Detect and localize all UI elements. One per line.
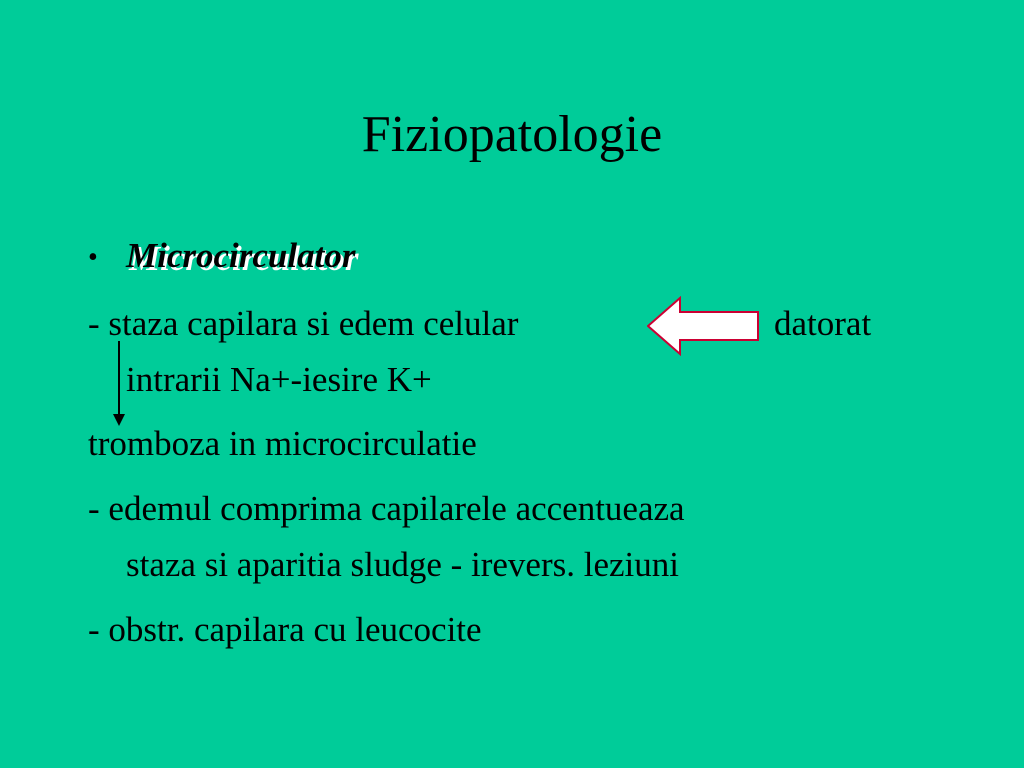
text-line-edemul: - edemul comprima capilarele accentueaza (88, 489, 685, 528)
text-line-datorat: datorat (774, 304, 872, 343)
text-line-intrarii: intrarii Na+-iesire K+ (126, 360, 432, 399)
text-line-staza-aparitia: staza si aparitia sludge - irevers. leziuni (126, 545, 679, 584)
left-arrow-icon (647, 296, 761, 356)
slide-title: Fiziopatologie (361, 106, 663, 163)
text-line-staza: - staza capilara si edem celular (88, 304, 519, 343)
down-arrow-icon (112, 340, 126, 428)
section-heading: Microcirculator (126, 236, 356, 275)
bullet-marker: • (88, 242, 98, 273)
text-line-tromboza: tromboza in microcirculatie (88, 424, 477, 463)
text-line-obstr: - obstr. capilara cu leucocite (88, 610, 482, 649)
